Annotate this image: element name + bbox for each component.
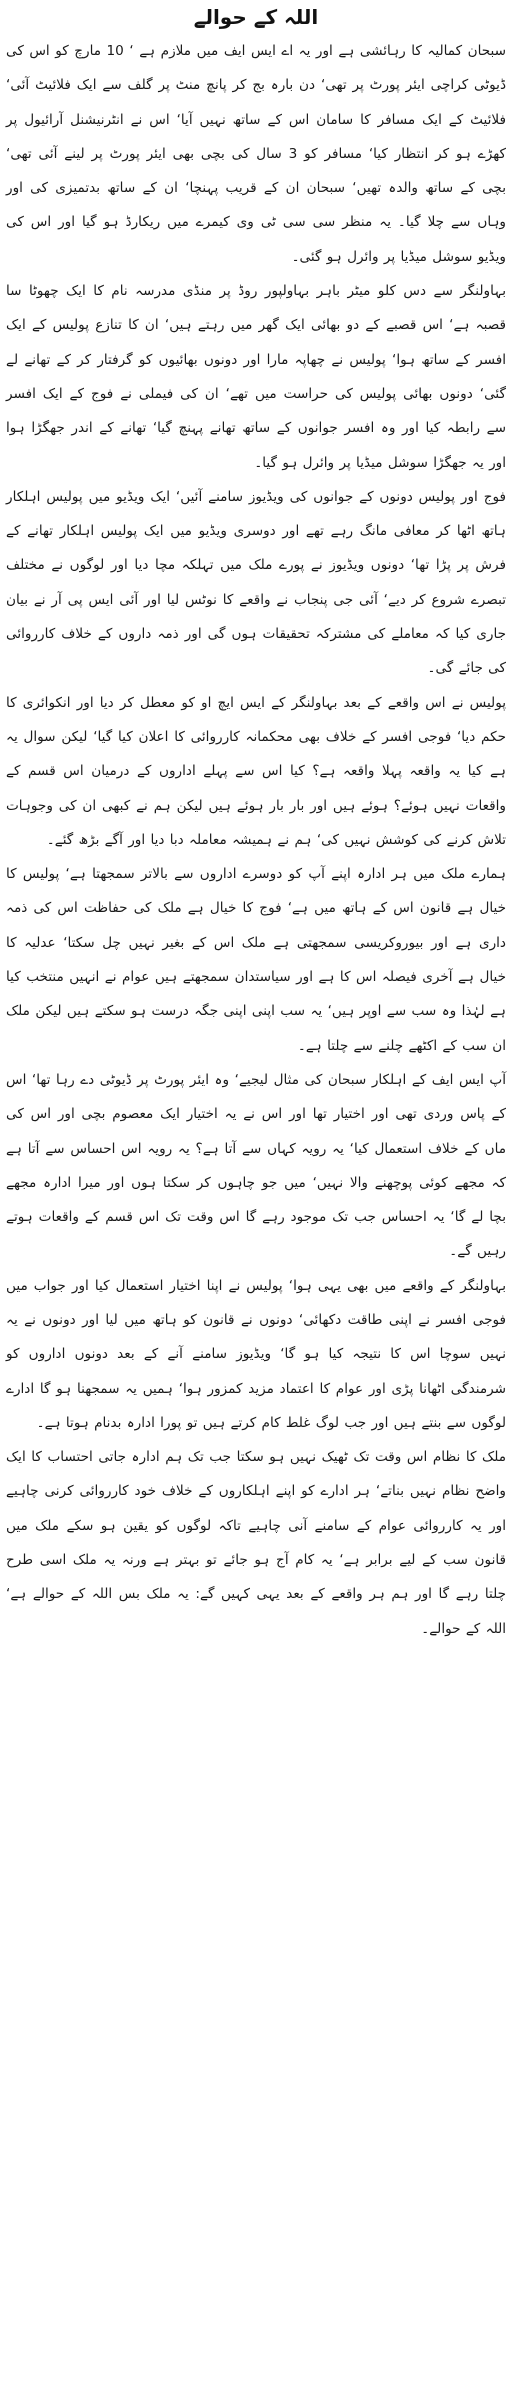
- paragraph: ہمارے ملک میں ہر ادارہ اپنے آپ کو دوسرے اداروں سے بالاتر سمجھتا ہے‘ پولیس کا خیال ہے قانون اس کے ہاتھ میں ہے‘ فوج کا خیال ہے ملک کی حفاظت اس کی ذمہ داری ہے اور بیوروکریسی سمجھتی ہے ملک اس کے بغیر نہیں چل سکتا‘ عدلیہ کا خیال ہے آخری فیصلہ اس کا ہے اور سیاستدان سمجھتے ہیں عوام نے انہیں منتخب کیا ہے لہٰذا وہ سب سے اوپر ہیں‘ یہ سب اپنی اپنی جگہ درست ہو سکتے ہیں لیکن ملک ان سب کے اکٹھے چلنے سے چلتا ہے۔: [6, 866, 506, 1054]
- paragraph: فوج اور پولیس دونوں کے جوانوں کی ویڈیوز سامنے آئیں‘ ایک ویڈیو میں پولیس اہلکار ہاتھ اٹھا کر معافی مانگ رہے تھے اور دوسری ویڈیو میں ایک پولیس اہلکار تھانے کے فرش پر پڑا تھا‘ دونوں ویڈیوز نے پورے ملک میں تہلکہ مچا دیا اور لوگوں نے مختلف تبصرے شروع کر دیے‘ آئی جی پنجاب نے واقعے کا نوٹس لیا اور آئی ایس پی آر نے بیان جاری کیا کہ معاملے کی مشترکہ تحقیقات ہوں گی اور ذمہ داروں کے خلاف کارروائی کی جائے گی۔: [6, 488, 506, 677]
- paragraph: ملک کا نظام اس وقت تک ٹھیک نہیں ہو سکتا جب تک ہم ادارہ جاتی احتساب کا ایک واضح نظام نہیں بناتے‘ ہر ادارے کو اپنے اہلکاروں کے خلاف خود کارروائی کرنی چاہیے اور یہ کارروائی عوام کے سامنے آنی چاہیے تاکہ لوگوں کو یقین ہو سکے ملک میں قانون سب کے لیے برابر ہے‘ یہ کام آج ہو جائے تو بہتر ہے ورنہ یہ ملک اسی طرح چلتا رہے گا اور ہم ہر واقعے کے بعد یہی کہیں گے: یہ ملک بس اللہ کے حوالے ہے‘ اللہ کے حوالے۔: [6, 1449, 506, 1637]
- article-body: [6, 34, 506, 1646]
- paragraph: پولیس نے اس واقعے کے بعد بہاولنگر کے ایس ایچ او کو معطل کر دیا اور انکوائری کا حکم دیا‘ فوجی افسر کے خلاف بھی محکمانہ کارروائی کا اعلان کیا گیا‘ لیکن سوال یہ ہے کیا یہ واقعہ پہلا واقعہ ہے؟ کیا اس سے پہلے اداروں کے درمیان اس قسم کے واقعات نہیں ہوئے؟ ہوئے ہیں اور بار بار ہوئے ہیں لیکن ہم نے کبھی ان کی وجوہات تلاش کرنے کی کوشش نہیں کی‘ ہم نے ہمیشہ معاملہ دبا دیا اور آگے بڑھ گئے۔: [6, 694, 506, 848]
- title-bar: [6, 0, 506, 34]
- article-title: اللہ کے حوالے: [193, 5, 319, 29]
- paragraph: آپ ایس ایف کے اہلکار سبحان کی مثال لیجیے‘ وہ ایئر پورٹ پر ڈیوٹی دے رہا تھا‘ اس کے پاس وردی تھی اور اختیار تھا اور اس نے یہ اختیار ایک معصوم بچی اور اس کی ماں کے خلاف استعمال کیا‘ یہ رویہ کہاں سے آتا ہے؟ یہ رویہ اس احساس سے آتا ہے کہ مجھے کوئی پوچھنے والا نہیں‘ میں جو چاہوں کر سکتا ہوں اور میرا ادارہ مجھے بچا لے گا‘ یہ احساس جب تک موجود رہے گا اس وقت تک اس قسم کے واقعات ہوتے رہیں گے۔: [6, 1071, 506, 1260]
- paragraph: بہاولنگر سے دس کلو میٹر باہر بہاولپور روڈ پر منڈی مدرسہ نام کا ایک چھوٹا سا قصبہ ہے‘ اس قصبے کے دو بھائی ایک گھر میں رہتے ہیں‘ ان کا تنازع پولیس کے ایک افسر کے ساتھ ہوا‘ پولیس نے چھاپہ مارا اور دونوں بھائیوں کو گرفتار کر کے تھانے لے گئی‘ دونوں بھائی پولیس کی حراست میں تھے‘ ان کی فیملی نے فوج کے ایک افسر سے رابطہ کیا اور وہ افسر جوانوں کے ساتھ تھانے پہنچ گیا‘ تھانے کے اندر جھگڑا ہوا اور یہ جھگڑا سوشل میڈیا پر وائرل ہو گیا۔: [6, 283, 506, 471]
- paragraph: بہاولنگر کے واقعے میں بھی یہی ہوا‘ پولیس نے اپنا اختیار استعمال کیا اور جواب میں فوجی افسر نے اپنی طاقت دکھائی‘ دونوں نے قانون کو ہاتھ میں لیا اور دونوں نے یہ نہیں سوچا اس کا نتیجہ کیا ہو گا‘ ویڈیوز سامنے آنے کے بعد دونوں اداروں کو شرمندگی اٹھانا پڑی اور عوام کا اعتماد مزید کمزور ہوا‘ ہمیں یہ سمجھنا ہو گا ادارے لوگوں سے بنتے ہیں اور جب لوگ غلط کام کرتے ہیں تو پورا ادارہ بدنام ہوتا ہے۔: [6, 1277, 506, 1431]
- paragraph: سبحان کمالیہ کا رہائشی ہے اور یہ اے ایس ایف میں ملازم ہے ‘ 10 مارچ کو اس کی ڈیوٹی کراچی ایئر پورٹ پر تھی‘ دن بارہ بج کر پانچ منٹ پر گلف سے ایک فلائیٹ آئی‘ فلائیٹ کے ایک مسافر کا سامان اس کے ساتھ نہیں آیا‘ اس نے انٹرنیشنل آرائیول پر کھڑے ہو کر انتظار کیا‘ مسافر کو 3 سال کی بچی بھی ایئر پورٹ پر لینے آئی تھی‘ بچی کے ساتھ والدہ تھیں‘ سبحان ان کے قریب پہنچا‘ ان کے ساتھ بدتمیزی کی اور وہاں سے چلا گیا۔ یہ منظر سی سی ٹی وی کیمرے میں ریکارڈ ہو گیا اور اس کی ویڈیو سوشل میڈیا پر وائرل ہو گئی۔: [6, 43, 506, 265]
